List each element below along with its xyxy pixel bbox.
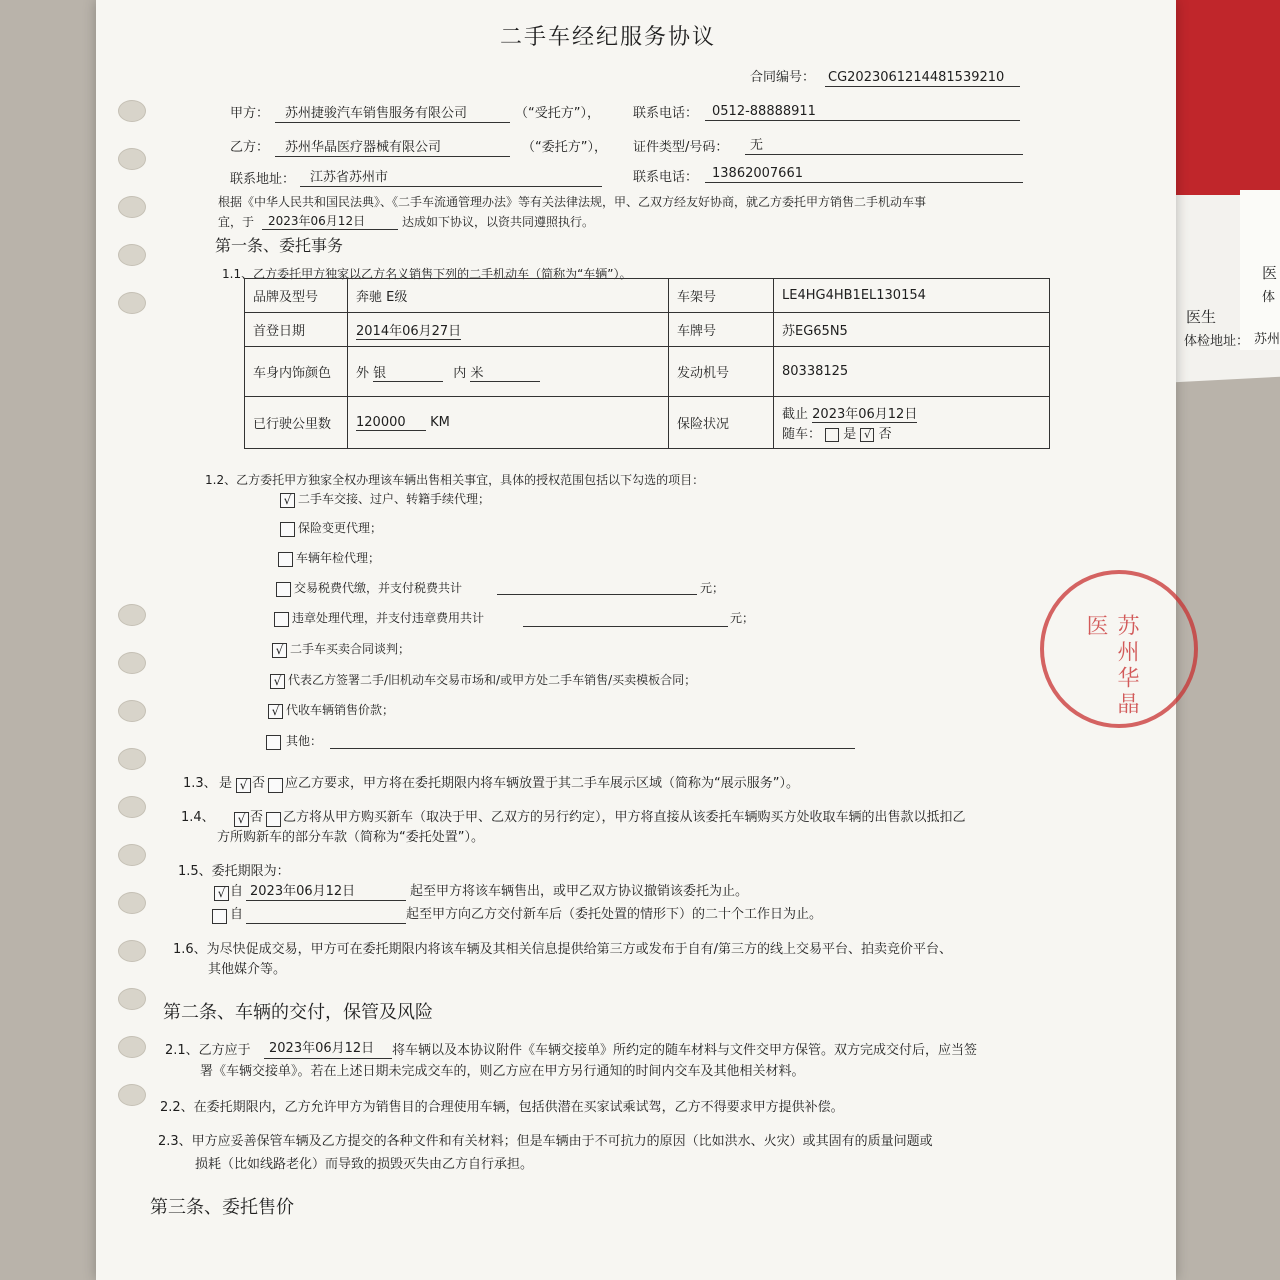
punch-hole bbox=[118, 1084, 146, 1106]
item-2-1-b: 将车辆以及本协议附件《车辆交接单》所约定的随车材料与文件交甲方保管。双方完成交付后，应当签 bbox=[392, 1043, 978, 1058]
insurance-no-label: 否 bbox=[878, 427, 892, 442]
contract-no-label: 合同编号： bbox=[750, 70, 816, 85]
party-a-name: 苏州捷骏汽车销售服务有限公司 bbox=[285, 106, 468, 121]
punch-hole bbox=[118, 844, 146, 866]
item-1-4-no-label: 否 bbox=[250, 810, 264, 825]
option-checkbox[interactable] bbox=[280, 522, 295, 537]
insurance-cell bbox=[774, 397, 1050, 449]
option-checkbox[interactable] bbox=[266, 735, 281, 750]
mileage-label: 已行驶公里数 bbox=[245, 397, 348, 449]
item-2-1-date: 2023年06月12日 bbox=[269, 1041, 375, 1056]
mileage-cell bbox=[348, 397, 669, 449]
insurance-until-label: 截止 bbox=[782, 407, 809, 422]
option-label: 保险变更代理； bbox=[298, 521, 383, 535]
option-checkbox[interactable] bbox=[276, 582, 291, 597]
punch-hole bbox=[118, 148, 146, 170]
article-1-title: 第一条、委托事务 bbox=[215, 236, 344, 255]
item-1-1: 1.1、乙方委托甲方独家以乙方名义销售下列的二手机动车（简称为“车辆”）。 bbox=[222, 267, 632, 281]
brand-value: 奔驰 E级 bbox=[348, 279, 669, 313]
article-3-title: 第三条、委托售价 bbox=[150, 1197, 294, 1218]
vehicle-table bbox=[244, 278, 1050, 449]
item-2-1-a: 2.1、乙方应于 bbox=[165, 1043, 251, 1058]
punch-hole bbox=[118, 748, 146, 770]
party-a-phone: 0512-88888911 bbox=[712, 104, 816, 119]
reg-date-value: 2014年06月27日 bbox=[356, 320, 461, 340]
vin-value: LE4HG4HB1EL130154 bbox=[774, 279, 1050, 313]
option-label: 交易税费代缴，并支付税费共计 bbox=[294, 581, 463, 595]
item-2-2: 2.2、在委托期限内，乙方允许甲方为销售目的合理使用车辆，包括供潜在买家试乘试驾，乙方不得要求甲方提供补偿。 bbox=[160, 1100, 844, 1115]
color-out-value: 银 bbox=[373, 362, 443, 382]
insurance-until: 2023年06月12日 bbox=[812, 403, 917, 423]
punch-hole bbox=[118, 100, 146, 122]
insurance-label: 保险状况 bbox=[669, 397, 774, 449]
option-suffix: 元； bbox=[730, 611, 755, 625]
period-2-from: 自 bbox=[230, 907, 244, 922]
side-address-label: 体检地址： bbox=[1184, 334, 1250, 349]
insurance-yes-checkbox[interactable] bbox=[825, 428, 839, 442]
punch-hole bbox=[118, 604, 146, 626]
item-1-4-text-2: 方所购新车的部分车款（简称为“委托处置”）。 bbox=[217, 830, 484, 845]
party-b-label: 乙方： bbox=[230, 140, 270, 155]
item-1-4-no-checkbox[interactable] bbox=[266, 812, 281, 827]
party-a-label: 甲方： bbox=[230, 106, 270, 121]
period-2-checkbox[interactable] bbox=[212, 909, 227, 924]
address-label: 联系地址： bbox=[230, 172, 296, 187]
option-label: 车辆年检代理； bbox=[296, 551, 381, 565]
engine-value: 80338125 bbox=[774, 347, 1050, 397]
item-1-6-line-1: 1.6、为尽快促成交易，甲方可在委托期限内将该车辆及其相关信息提供给第三方或发布于自有/第三方的线上交易平台、拍卖竞价平台、 bbox=[173, 942, 953, 957]
item-1-4-num: 1.4、 bbox=[181, 810, 215, 825]
item-1-3-num: 1.3、 bbox=[183, 776, 217, 791]
color-out-label: 外 bbox=[356, 365, 370, 381]
address-value: 江苏省苏州市 bbox=[310, 170, 389, 185]
party-b-role: （“委托方”）， bbox=[522, 140, 607, 155]
seal-text: 苏州华晶医 bbox=[1083, 614, 1139, 718]
option-label: 二手车交接、过户、转籍手续代理； bbox=[298, 492, 491, 506]
party-b-phone: 13862007661 bbox=[712, 166, 803, 181]
option-checkbox[interactable]: √ bbox=[272, 643, 287, 658]
period-1-checkbox[interactable]: √ bbox=[214, 886, 229, 901]
insurance-follow-label: 随车： bbox=[782, 427, 822, 442]
punch-hole bbox=[118, 700, 146, 722]
side-yi: 医 bbox=[1262, 264, 1278, 282]
option-label: 代收车辆销售价款； bbox=[286, 703, 395, 717]
intro-line-1: 根据《中华人民共和国民法典》、《二手车流通管理办法》等有关法律法规，甲、乙双方经友好协商，就乙方委托甲方销售二手机动车事 bbox=[218, 195, 927, 209]
plate-value: 苏EG65N5 bbox=[774, 313, 1050, 347]
intro-line-2b: 达成如下协议，以资共同遵照执行。 bbox=[402, 215, 595, 229]
period-1-text: 起至甲方将该车辆售出，或甲乙双方协议撤销该委托为止。 bbox=[410, 884, 749, 899]
party-a-role: （“受托方”）， bbox=[515, 106, 600, 121]
color-in-value: 米 bbox=[470, 362, 540, 382]
item-1-4-yes-checkbox[interactable]: √ bbox=[234, 812, 249, 827]
option-label: 其他： bbox=[286, 734, 323, 748]
option-checkbox[interactable] bbox=[278, 552, 293, 567]
item-1-6-line-2: 其他媒介等。 bbox=[208, 962, 287, 977]
color-cell bbox=[348, 347, 669, 397]
insurance-yes-label: 是 bbox=[843, 427, 857, 442]
contract-no: CG2023061214481539210 bbox=[828, 70, 1005, 85]
period-1-date: 2023年06月12日 bbox=[250, 884, 356, 899]
intro-date: 2023年06月12日 bbox=[268, 214, 366, 228]
item-2-1-c: 署《车辆交接单》。若在上述日期未完成交车的，则乙方应在甲方另行通知的时间内交车及其他相关材料。 bbox=[200, 1064, 805, 1079]
party-b-phone-label: 联系电话： bbox=[633, 170, 699, 185]
id-type-label: 证件类型/号码： bbox=[633, 140, 729, 155]
punch-hole bbox=[118, 196, 146, 218]
reg-date-label: 首登日期 bbox=[245, 313, 348, 347]
option-suffix: 元； bbox=[700, 581, 725, 595]
red-booklet bbox=[1160, 0, 1280, 195]
side-ti: 体 bbox=[1262, 290, 1276, 305]
item-1-3-no-checkbox[interactable] bbox=[268, 778, 283, 793]
company-seal bbox=[1040, 570, 1198, 728]
side-doctor-text: 医生 bbox=[1186, 308, 1217, 326]
option-checkbox[interactable]: √ bbox=[280, 493, 295, 508]
item-1-3-no-label: 否 bbox=[252, 776, 266, 791]
punch-hole bbox=[118, 244, 146, 266]
color-label: 车身内饰颜色 bbox=[245, 347, 348, 397]
article-2-title: 第二条、车辆的交付，保管及风险 bbox=[163, 1002, 433, 1023]
option-label: 二手车买卖合同谈判； bbox=[290, 642, 411, 656]
item-1-4-text-1: 乙方将从甲方购买新车（取决于甲、乙双方的另行约定），甲方将直接从该委托车辆购买方处收取车辆的出售款以抵扣乙 bbox=[283, 810, 966, 825]
contract-page bbox=[96, 0, 1176, 1280]
punch-hole bbox=[118, 292, 146, 314]
punch-hole bbox=[118, 940, 146, 962]
id-value: 无 bbox=[750, 138, 764, 153]
plate-label: 车牌号 bbox=[669, 313, 774, 347]
item-2-3-a: 2.3、甲方应妥善保管车辆及乙方提交的各种文件和有关材料；但是车辆由于不可抗力的原因（比如洪水、火灾）或其固有的质量问题或 bbox=[158, 1134, 933, 1149]
reg-date-cell bbox=[348, 313, 669, 347]
engine-label: 发动机号 bbox=[669, 347, 774, 397]
option-label: 违章处理代理，并支付违章费用共计 bbox=[292, 611, 485, 625]
side-address: 苏州 bbox=[1254, 332, 1280, 347]
item-1-3-yes-label: 是 bbox=[219, 776, 233, 791]
vin-label: 车架号 bbox=[669, 279, 774, 313]
mileage-value: 120000 bbox=[356, 415, 426, 431]
punch-hole bbox=[118, 1036, 146, 1058]
option-checkbox[interactable] bbox=[274, 612, 289, 627]
item-1-3-text: 应乙方要求，甲方将在委托期限内将车辆放置于其二手车展示区域（简称为“展示服务”）。 bbox=[285, 776, 799, 791]
option-checkbox[interactable]: √ bbox=[270, 674, 285, 689]
party-b-name: 苏州华晶医疗器械有限公司 bbox=[285, 140, 442, 155]
option-label: 代表乙方签署二手/旧机动车交易市场和/或甲方处二手车销售/买卖模板合同； bbox=[288, 673, 697, 687]
period-2-text: 起至甲方向乙方交付新车后（委托处置的情形下）的二十个工作日为止。 bbox=[406, 907, 823, 922]
mileage-unit: KM bbox=[430, 414, 450, 430]
punch-hole bbox=[118, 652, 146, 674]
item-1-2: 1.2、乙方委托甲方独家全权办理该车辆出售相关事宜，具体的授权范围包括以下勾选的项目： bbox=[205, 473, 705, 487]
punch-hole bbox=[118, 988, 146, 1010]
option-checkbox[interactable]: √ bbox=[268, 704, 283, 719]
punch-hole bbox=[118, 796, 146, 818]
item-2-3-b: 损耗（比如线路老化）而导致的损毁灭失由乙方自行承担。 bbox=[195, 1157, 534, 1172]
punch-hole bbox=[118, 892, 146, 914]
intro-line-2a: 宜，于 bbox=[218, 215, 255, 229]
item-1-3-yes-checkbox[interactable]: √ bbox=[236, 778, 251, 793]
party-a-phone-label: 联系电话： bbox=[633, 106, 699, 121]
brand-label: 品牌及型号 bbox=[245, 279, 348, 313]
insurance-no-checkbox[interactable]: √ bbox=[860, 428, 874, 442]
color-in-label: 内 bbox=[453, 365, 467, 381]
item-1-5: 1.5、委托期限为： bbox=[178, 864, 290, 879]
period-1-from: 自 bbox=[230, 884, 244, 899]
document-title: 二手车经纪服务协议 bbox=[500, 25, 717, 50]
